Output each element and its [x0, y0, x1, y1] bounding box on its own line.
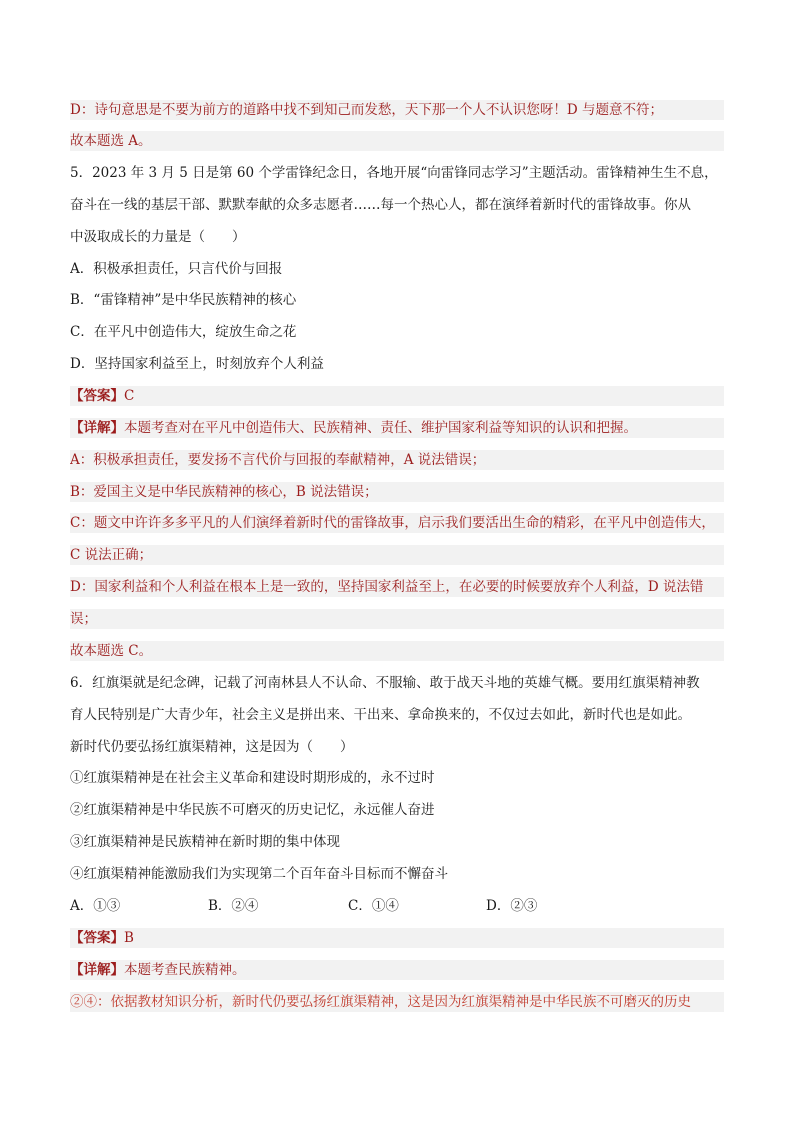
q6-answer — [70, 928, 724, 948]
q6-stem-line-2: 育人民特别是广大青少年，社会主义是拼出来、干出来、拿命换来的，不仅过去如此，新时代也是如此。 — [70, 707, 691, 723]
prev-analysis-d: D：诗句意思是不要为前方的道路中找不到知己而发愁，天下那一个人不认识您呀！D 与题意不符； — [70, 100, 724, 120]
prev-conclusion: 故本题选 A。 — [70, 131, 724, 151]
q5-stem-line-3: 中汲取成长的力量是（ ） — [70, 229, 246, 245]
q6-detail — [70, 960, 724, 980]
q5-answer — [70, 386, 724, 406]
q5-analysis-d-2: 误； — [70, 609, 724, 629]
q5-option-a: A．积极承担责任，只言代价与回报 — [70, 261, 283, 277]
q6-choice-d: D．②③ — [486, 898, 538, 914]
q6-stem-line-3: 新时代仍要弘扬红旗渠精神，这是因为（ ） — [70, 739, 354, 755]
q5-answer-label: 【答案】 — [70, 388, 124, 404]
q6-stem-line-1: 6．红旗渠就是纪念碑，记载了河南林县人不认命、不服输、敢于战天斗地的英雄气概。要用红旗渠精神教 — [70, 675, 700, 691]
q5-option-c: C．在平凡中创造伟大，绽放生命之花 — [70, 324, 297, 340]
q6-answer-label: 【答案】 — [70, 930, 124, 946]
q5-stem-line-1: 5．2023 年 3 月 5 日是第 60 个学雷锋纪念日，各地开展“向雷锋同志学习”主题活动。雷锋精神生生不息， — [70, 165, 718, 181]
q6-statement-2: ②红旗渠精神是中华民族不可磨灭的历史记忆，永远催人奋进 — [70, 802, 435, 818]
q5-option-b: B．“雷锋精神”是中华民族精神的核心 — [70, 292, 297, 308]
q5-stem-line-2: 奋斗在一线的基层干部、默默奉献的众多志愿者……每一个热心人，都在演绎着新时代的雷锋故事。你从 — [70, 197, 691, 213]
q6-detail-label: 【详解】 — [70, 962, 124, 978]
q5-analysis-b: B：爱国主义是中华民族精神的核心，B 说法错误； — [70, 482, 724, 502]
q6-answer-value: B — [124, 930, 134, 946]
q5-detail-label: 【详解】 — [70, 420, 124, 436]
q5-analysis-d-1: D：国家利益和个人利益在根本上是一致的，坚持国家利益至上，在必要的时候要放弃个人利益，D 说法错 — [70, 577, 724, 597]
q6-choice-a: A．①③ — [70, 898, 121, 914]
q5-option-d: D．坚持国家利益至上，时刻放弃个人利益 — [70, 356, 324, 372]
q5-detail — [70, 418, 724, 438]
q6-statement-3: ③红旗渠精神是民族精神在新时期的集中体现 — [70, 834, 340, 850]
q6-statement-4: ④红旗渠精神能激励我们为实现第二个百年奋斗目标而不懈奋斗 — [70, 866, 448, 882]
q5-analysis-a: A：积极承担责任，要发扬不言代价与回报的奉献精神，A 说法错误； — [70, 450, 724, 470]
q5-analysis-c-2: C 说法正确； — [70, 545, 724, 565]
q5-conclusion: 故本题选 C。 — [70, 641, 724, 661]
q5-detail-text: 本题考查对在平凡中创造伟大、民族精神、责任、维护国家利益等知识的认识和把握。 — [124, 420, 637, 436]
q6-choices — [70, 896, 724, 916]
q6-detail-text: 本题考查民族精神。 — [124, 962, 246, 978]
q6-statement-1: ①红旗渠精神是在社会主义革命和建设时期形成的，永不过时 — [70, 770, 435, 786]
q5-analysis-c-1: C：题文中许许多多平凡的人们演绎着新时代的雷锋故事，启示我们要活出生命的精彩，在平凡中创造伟大， — [70, 513, 724, 533]
q6-choice-b: B．②④ — [208, 898, 259, 914]
q6-choice-c: C．①④ — [348, 898, 399, 914]
q6-analysis-line-1: ②④：依据教材知识分析，新时代仍要弘扬红旗渠精神，这是因为红旗渠精神是中华民族不可磨灭的历史 — [70, 992, 724, 1012]
q5-answer-value: C — [124, 388, 135, 404]
